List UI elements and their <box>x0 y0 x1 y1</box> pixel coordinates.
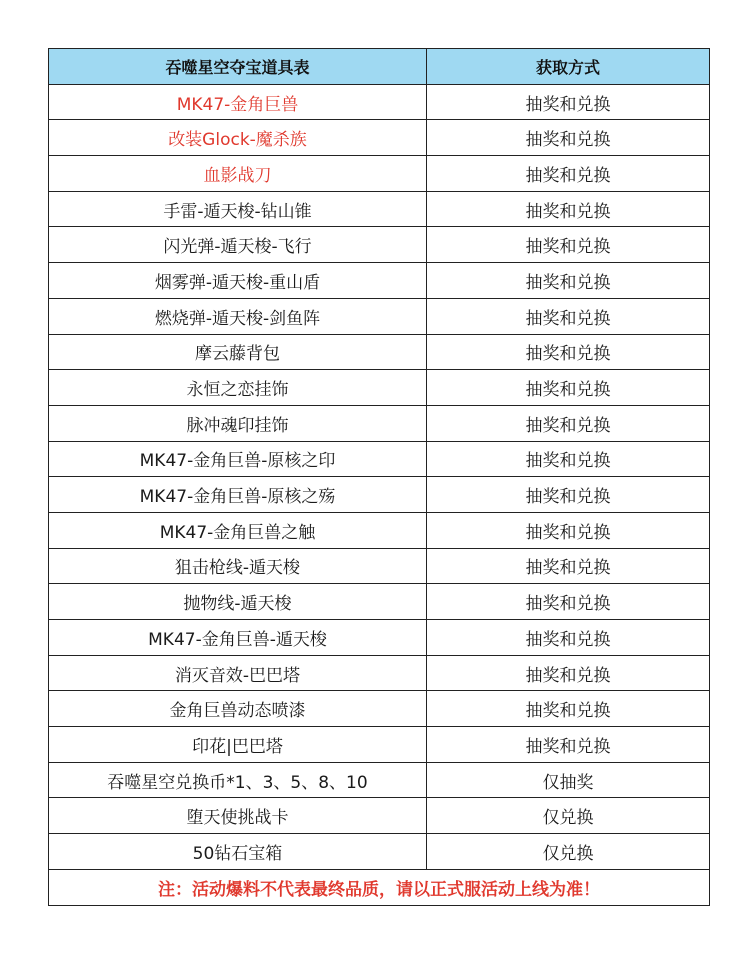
item-name-cell: 永恒之恋挂饰 <box>49 370 427 406</box>
item-name-cell: MK47-金角巨兽 <box>49 84 427 120</box>
table-row <box>49 334 710 370</box>
table-row <box>49 834 710 870</box>
item-name-cell: 改装Glock-魔杀族 <box>49 120 427 156</box>
item-name-cell: 摩云藤背包 <box>49 334 427 370</box>
acquire-method-cell: 抽奖和兑换 <box>427 263 710 299</box>
table-row <box>49 691 710 727</box>
acquire-method-cell: 抽奖和兑换 <box>427 620 710 656</box>
acquire-method-cell: 抽奖和兑换 <box>427 191 710 227</box>
acquire-method-cell: 抽奖和兑换 <box>427 512 710 548</box>
table-row <box>49 84 710 120</box>
table-row <box>49 120 710 156</box>
acquire-method-cell: 抽奖和兑换 <box>427 156 710 192</box>
table-row <box>49 798 710 834</box>
item-name-cell: 消灭音效-巴巴塔 <box>49 655 427 691</box>
table-body <box>49 84 710 869</box>
item-name-cell: 燃烧弹-遁天梭-剑鱼阵 <box>49 298 427 334</box>
item-name-cell: 烟雾弹-遁天梭-重山盾 <box>49 263 427 299</box>
table-row <box>49 405 710 441</box>
item-name-cell: MK47-金角巨兽-遁天梭 <box>49 620 427 656</box>
disclaimer-note: 注：活动爆料不代表最终品质，请以正式服活动上线为准！ <box>49 869 710 905</box>
acquire-method-cell: 抽奖和兑换 <box>427 584 710 620</box>
table-row <box>49 298 710 334</box>
item-name-cell: 抛物线-遁天梭 <box>49 584 427 620</box>
item-name-cell: 印花|巴巴塔 <box>49 727 427 763</box>
acquire-method-cell: 抽奖和兑换 <box>427 441 710 477</box>
acquire-method-cell: 抽奖和兑换 <box>427 227 710 263</box>
table-row <box>49 655 710 691</box>
item-name-cell: 堕天使挑战卡 <box>49 798 427 834</box>
item-name-cell: 金角巨兽动态喷漆 <box>49 691 427 727</box>
item-name-cell: 闪光弹-遁天梭-飞行 <box>49 227 427 263</box>
acquire-method-cell: 抽奖和兑换 <box>427 334 710 370</box>
item-name-cell: MK47-金角巨兽-原核之印 <box>49 441 427 477</box>
table-row <box>49 477 710 513</box>
acquire-method-cell: 仅兑换 <box>427 798 710 834</box>
table-row <box>49 512 710 548</box>
table-row <box>49 263 710 299</box>
header-acquire-method: 获取方式 <box>427 49 710 85</box>
item-name-cell: 血影战刀 <box>49 156 427 192</box>
table-row <box>49 727 710 763</box>
table-row <box>49 156 710 192</box>
item-name-cell: 手雷-遁天梭-钻山锥 <box>49 191 427 227</box>
acquire-method-cell: 抽奖和兑换 <box>427 370 710 406</box>
table-row <box>49 762 710 798</box>
acquire-method-cell: 抽奖和兑换 <box>427 405 710 441</box>
acquire-method-cell: 抽奖和兑换 <box>427 477 710 513</box>
table-row <box>49 191 710 227</box>
header-item-name: 吞噬星空夺宝道具表 <box>49 49 427 85</box>
acquire-method-cell: 仅兑换 <box>427 834 710 870</box>
table-row <box>49 370 710 406</box>
item-name-cell: 脉冲魂印挂饰 <box>49 405 427 441</box>
item-name-cell: MK47-金角巨兽之触 <box>49 512 427 548</box>
item-name-cell: MK47-金角巨兽-原核之殇 <box>49 477 427 513</box>
acquire-method-cell: 抽奖和兑换 <box>427 84 710 120</box>
item-table <box>48 48 710 906</box>
table-row <box>49 227 710 263</box>
table-row <box>49 548 710 584</box>
item-name-cell: 吞噬星空兑换币*1、3、5、8、10 <box>49 762 427 798</box>
acquire-method-cell: 抽奖和兑换 <box>427 727 710 763</box>
acquire-method-cell: 抽奖和兑换 <box>427 655 710 691</box>
acquire-method-cell: 抽奖和兑换 <box>427 298 710 334</box>
table-row <box>49 584 710 620</box>
acquire-method-cell: 抽奖和兑换 <box>427 548 710 584</box>
acquire-method-cell: 抽奖和兑换 <box>427 691 710 727</box>
item-name-cell: 狙击枪线-遁天梭 <box>49 548 427 584</box>
acquire-method-cell: 抽奖和兑换 <box>427 120 710 156</box>
note-row <box>49 869 710 905</box>
table-row <box>49 441 710 477</box>
table-header-row <box>49 49 710 85</box>
acquire-method-cell: 仅抽奖 <box>427 762 710 798</box>
item-name-cell: 50钻石宝箱 <box>49 834 427 870</box>
table-row <box>49 620 710 656</box>
